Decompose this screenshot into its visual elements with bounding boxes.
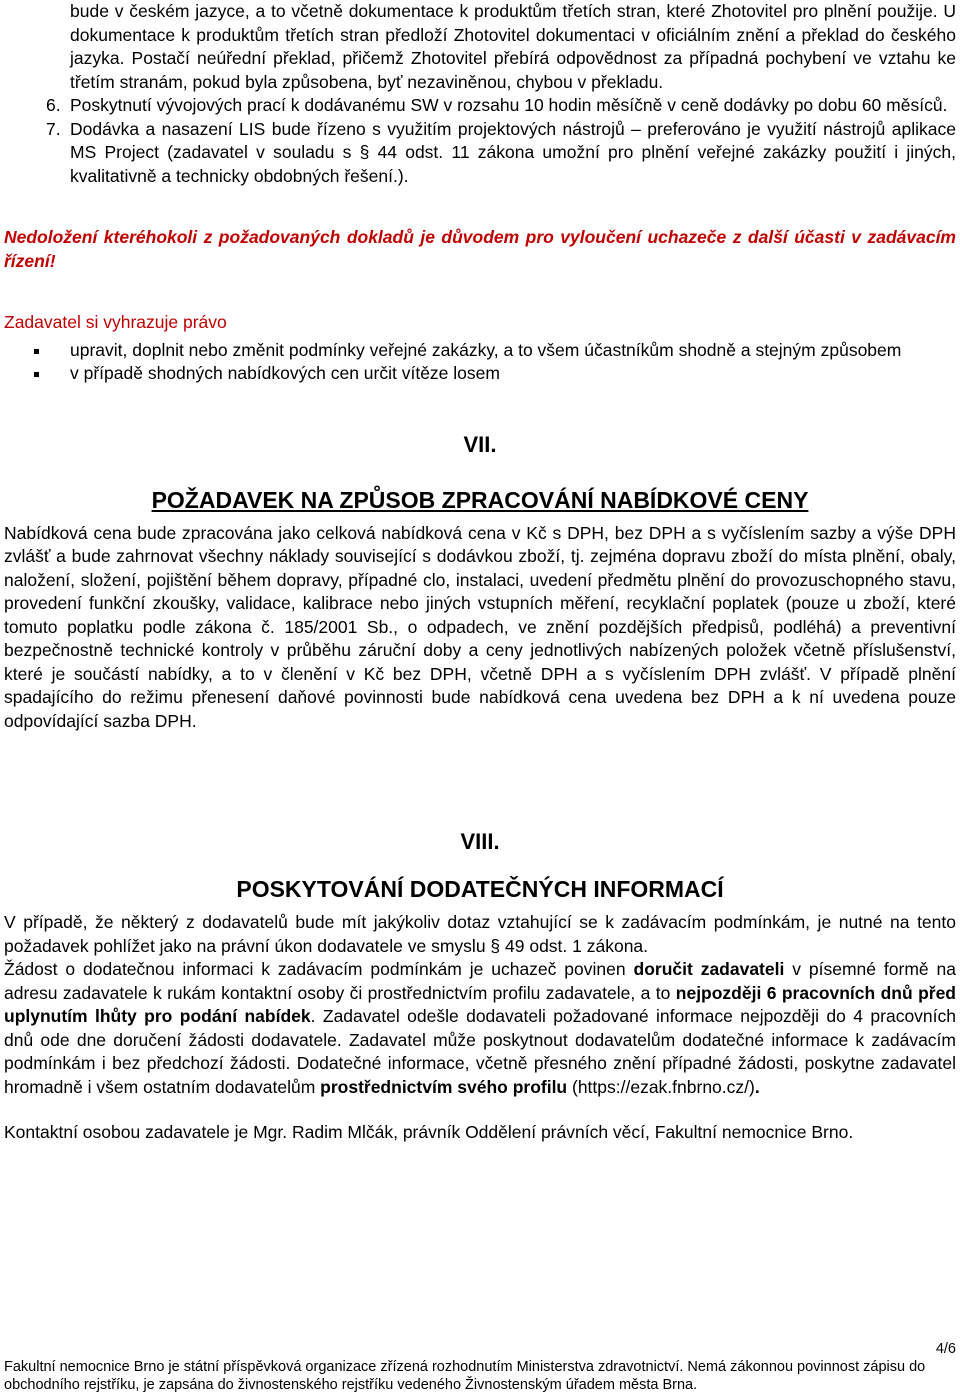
item-text: v případě shodných nabídkových cen určit vítěze losem [70, 363, 500, 383]
item-text: Poskytnutí vývojových prací k dodávanému SW v rozsahu 10 hodin měsíčně v ceně dodávky po dobu 60 měsíců. [70, 95, 948, 115]
section-title: POSKYTOVÁNÍ DODATEČNÝCH INFORMACÍ [236, 876, 724, 902]
section-body: Nabídková cena bude zpracována jako celková nabídková cena v Kč s DPH, bez DPH a s vyčíslením sazby a výše DPH zvlášť a bude zahrnovat všechny náklady související s dodávkou zboží, tj. zejména dopravu zboží do místa plnění, obaly, naložení, složení, pojištění během dopravy, případné clo, instalaci, uvedení předmětu plnění do provozuschopného stavu, provedení funkční zkoušky, validace, kalibrace nebo jiných vstupních měření, recyklační poplatek (pouze u zboží, které tomuto poplatku podle zákona č. 185/2001 Sb., o odpadech, ve znění pozdějších předpisů, podléhá) a preventivní bezpečnostně technické kontroly v průběhu záruční doby a ceny jednotlivých nabízených položek včetně příslušenství, které je součástí nabídky, a to v členění v Kč bez DPH, včetně DPH a s vyčíslením DPH zvlášť. V případě plnění spadajícího do režimu přenesení daňové povinnosti bude nabídková cena uvedena bez DPH a k ní uvedena pouze odpovídající sazba DPH. [4, 522, 956, 731]
item-text: bude v českém jazyce, a to včetně dokumentace k produktům třetích stran, které Zhotovitel pro plnění použije. U dokumentace k produktům třetích stran předloží Zhotovitel dokumentaci v oficiálním znění a překlad do českého jazyka. Postačí neúřední překlad, přičemž Zhotovitel přebírá odpovědnost za případná pochybení ve vztahu ke třetím stranám, pokud byla způsobena, byť nezaviněnou, chybou v překladu. [70, 1, 956, 92]
disqualification-warning: Nedoložení kteréhokoli z požadovaných dokladů je důvodem pro vyloučení uchazeče z další účasti v zadávacím řízení! [4, 227, 956, 271]
page-number: 4/6 [935, 1341, 956, 1357]
text-run: v písemné formě na adresu zadavatele k rukám kontaktní osoby či prostřednictvím profilu zadavatele, a to [4, 959, 956, 1003]
list-item [4, 362, 956, 386]
list-item [4, 94, 956, 118]
item-number: 6. [46, 95, 61, 115]
section-number: VII. [463, 431, 497, 457]
document-page [4, 0, 956, 1145]
section-paragraph [4, 958, 956, 1099]
text-run-bold: prostřednictvím svého profilu [320, 1076, 568, 1097]
text-run: . Zadavatel odešle dodavateli požadované informace nejpozději do 4 pracovních dnů ode dne doručení žádosti dodavatele. Zadavatel může poskytnout dodavatelům dodatečné informace k zadávacím podmínkám i bez předchozí žádosti. Dodatečné informace, včetně přesného znění případné žádosti, poskytne zadavatel hromadně i všem ostatním dodavatelům [4, 1006, 957, 1097]
reserve-list [4, 339, 956, 386]
bullet-icon [34, 349, 39, 354]
requirements-list [4, 0, 956, 188]
text-run-bold: nejpozději 6 pracovních dnů před uplynutím lhůty pro podání nabídek [4, 982, 956, 1026]
profile-link[interactable]: (https://ezak.fnbrno.cz/) [567, 1076, 755, 1097]
list-item [4, 0, 956, 94]
list-item [4, 339, 956, 363]
contact-paragraph: Kontaktní osobou zadavatele je Mgr. Radim Mlčák, právník Oddělení právních věcí, Fakultní nemocnice Brno. [4, 1122, 854, 1142]
section-title: POŽADAVEK NA ZPŮSOB ZPRACOVÁNÍ NABÍDKOVÉ CENY [151, 486, 809, 513]
section-number: VIII. [460, 829, 500, 854]
page-footer [4, 1340, 956, 1394]
item-text: upravit, doplnit nebo změnit podmínky veřejné zakázky, a to všem účastníkům shodně a stejným způsobem [70, 339, 902, 360]
text-run-bold: doručit zadavateli [633, 959, 785, 979]
reserve-title: Zadavatel si vyhrazuje právo [4, 312, 227, 332]
section-paragraph: V případě, že některý z dodavatelů bude mít jakýkoliv dotaz vztahující se k zadávacím podmínkám, je nutné na tento požadavek pohlížet jako na právní úkon dodavatele ve smyslu § 49 odst. 1 zákona. [4, 912, 956, 956]
text-run-bold: . [754, 1076, 760, 1097]
text-run: Žádost o dodatečnou informaci k zadávacím podmínkám je uchazeč povinen [4, 959, 634, 979]
footer-text: Fakultní nemocnice Brno je státní příspěvková organizace zřízená rozhodnutím Ministerstva zdravotnictví. Nemá zákonnou povinnost zápisu do obchodního rejstříku, je zapsána do živnostenského rejstříku vedeného Živnostenským úřadem města Brna. [4, 1359, 926, 1393]
list-item [4, 118, 956, 189]
bullet-icon [34, 372, 39, 377]
item-text: Dodávka a nasazení LIS bude řízeno s využitím projektových nástrojů – preferováno je využití nástrojů aplikace MS Project (zadavatel v souladu s § 44 odst. 11 zákona umožní pro plnění veřejné zakázky použití i jiných, kvalitativně a technicky obdobných řešení.). [70, 118, 956, 186]
item-number: 7. [46, 118, 61, 139]
